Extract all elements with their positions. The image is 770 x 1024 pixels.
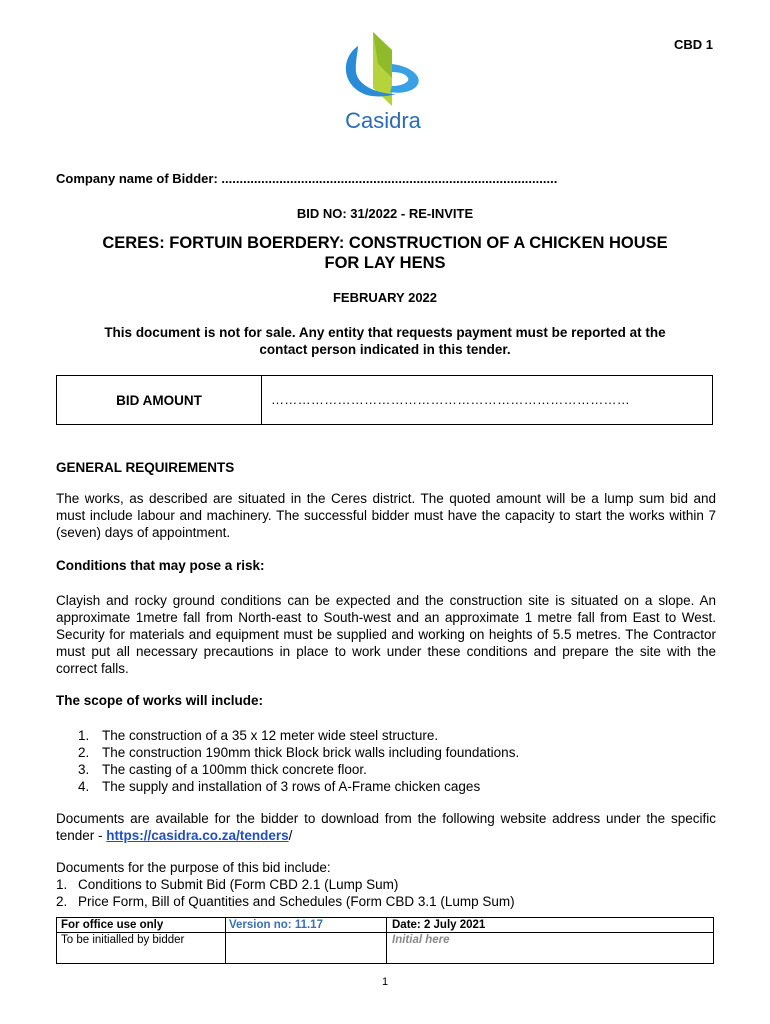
office-col1-header: For office use only <box>61 919 164 931</box>
bid-number: BID NO: 31/2022 - RE-INVITE <box>296 206 474 221</box>
logo-text: Casidra <box>345 108 421 133</box>
list-item: 4. The supply and installation of 3 rows of A-Frame chicken cages <box>78 779 481 794</box>
office-use-table <box>56 917 714 964</box>
scope-list <box>78 727 519 795</box>
casidra-logo <box>318 28 448 138</box>
sale-notice <box>0 324 770 358</box>
bid-amount-field[interactable]: ……………………………………………………………………… <box>271 392 631 407</box>
notice-line-1: This document is not for sale. Any entity that requests payment must be reported at the <box>104 325 666 340</box>
list-item: 1. The construction of a 35 x 12 meter wide steel structure. <box>78 728 439 743</box>
general-requirements-text: The works, as described are situated in the Ceres district. The quoted amount will be a lump sum bid and must include labour and machinery. The successful bidder must have the capacity to start the works within 7 (seven) days of appointment. <box>56 491 716 540</box>
list-item: 2. The construction 190mm thick Block brick walls including foundations. <box>78 745 520 760</box>
company-name-line: Company name of Bidder: ............................................................................................. <box>56 171 558 186</box>
document-date: FEBRUARY 2022 <box>332 290 438 305</box>
initialled-label: To be initialled by bidder <box>61 934 185 946</box>
list-item: 1. Conditions to Submit Bid (Form CBD 2.1 (Lump Sum) <box>56 877 399 892</box>
risk-heading: Conditions that may pose a risk: <box>56 558 265 573</box>
title-line-2: FOR LAY HENS <box>324 254 446 272</box>
form-code: CBD 1 <box>673 37 713 52</box>
title-line-1: CERES: FORTUIN BOERDERY: CONSTRUCTION OF A CHICKEN HOUSE <box>102 234 668 252</box>
page-number: 1 <box>381 976 389 988</box>
tenders-link[interactable]: https://casidra.co.za/tenders <box>106 828 289 843</box>
documents-list <box>56 876 515 910</box>
list-item: 2. Price Form, Bill of Quantities and Schedules (Form CBD 3.1 (Lump Sum) <box>56 894 515 909</box>
general-requirements-heading: GENERAL REQUIREMENTS <box>56 460 235 475</box>
bid-amount-box <box>56 375 713 425</box>
bid-amount-label: BID AMOUNT <box>57 376 262 424</box>
version-number: Version no: 11.17 <box>229 919 323 931</box>
risk-text: Clayish and rocky ground conditions can be expected and the construction site is situated on a slope. An approximate 1metre fall from North-east to South-west and an approximate 1 metre fall from East to West. Security for materials and equipment must be supplied and working on heights of 5.5 metres. The Contractor must put all necessary precautions in place to work under these conditions and prepare the site with the correct falls. <box>56 593 716 676</box>
document-title <box>0 233 770 273</box>
version-date: Date: 2 July 2021 <box>392 919 486 931</box>
notice-line-2: contact person indicated in this tender. <box>259 342 511 357</box>
initial-here-field[interactable]: Initial here <box>392 934 450 946</box>
logo-mark <box>318 28 448 138</box>
documents-intro: Documents for the purpose of this bid include: <box>56 860 331 875</box>
scope-heading: The scope of works will include: <box>56 693 264 708</box>
list-item: 3. The casting of a 100mm thick concrete floor. <box>78 762 367 777</box>
documents-availability-text: Documents are available for the bidder to download from the following website address under the specific tender - https://casidra.co.za/tenders/ <box>56 811 716 843</box>
